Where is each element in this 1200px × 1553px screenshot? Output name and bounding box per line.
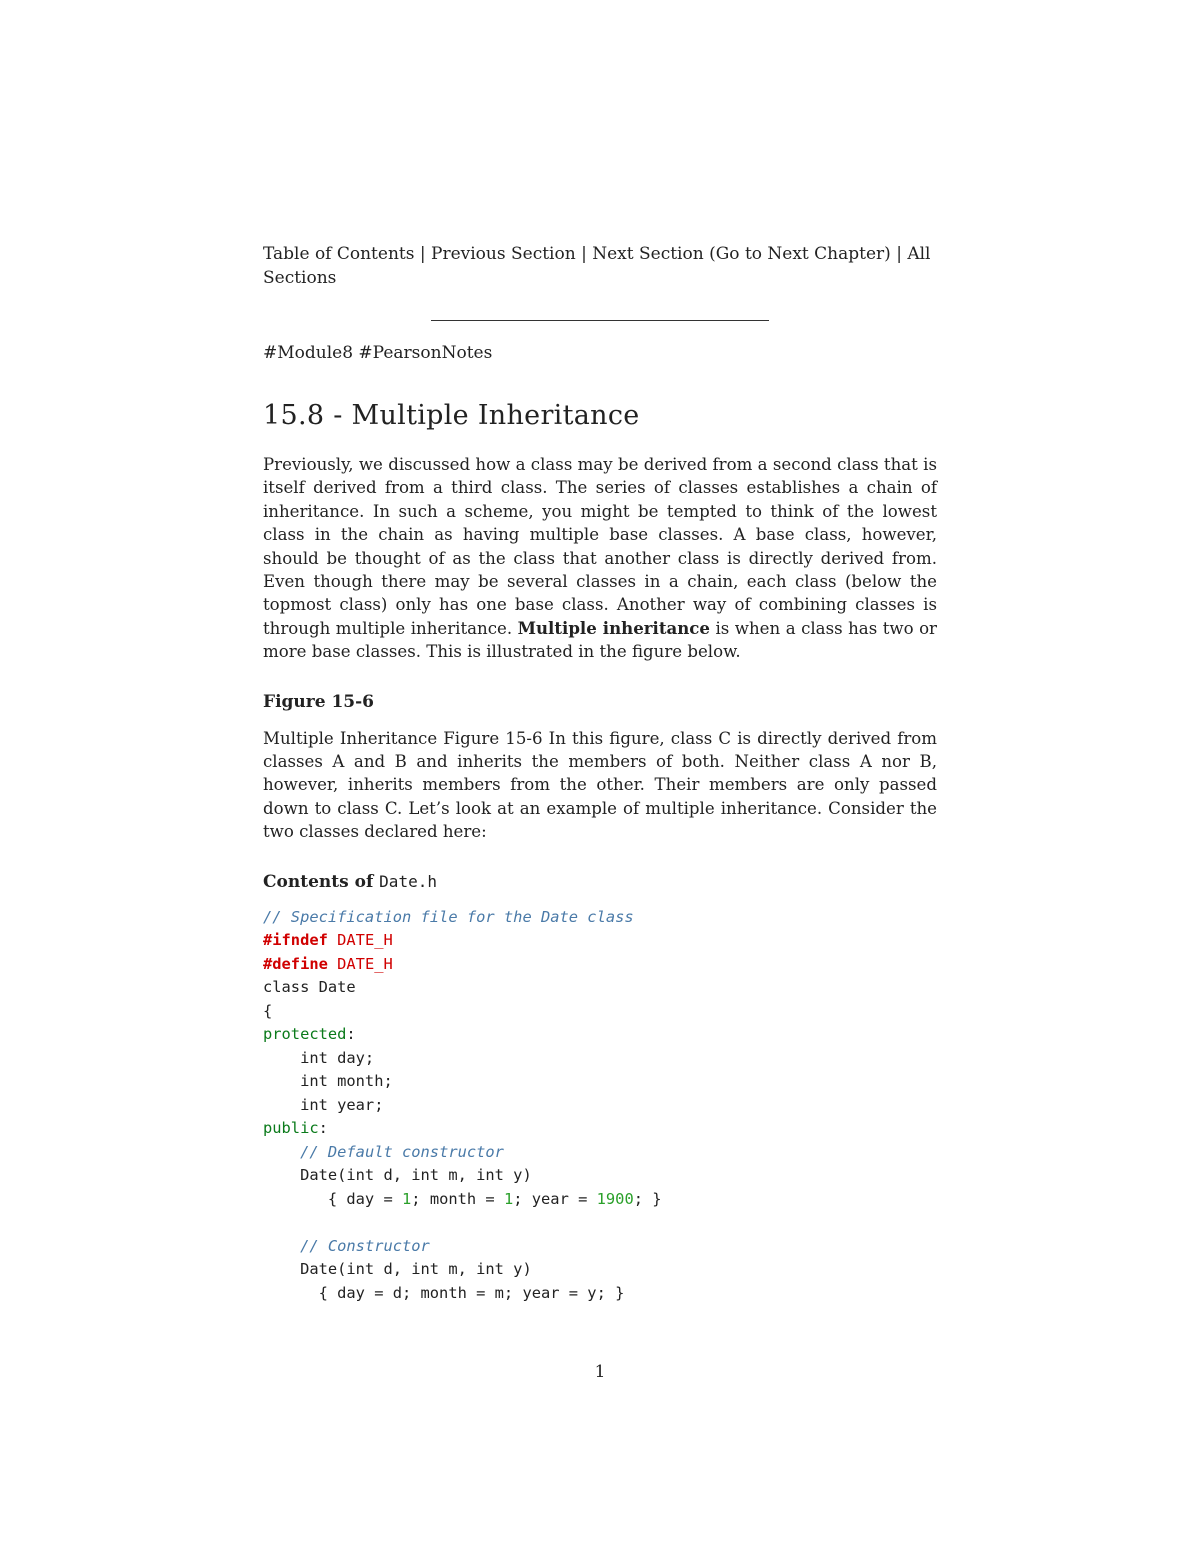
code-line: public:: [263, 1119, 328, 1138]
code-line: int year;: [263, 1095, 384, 1114]
code-comment: // Default constructor: [300, 1142, 504, 1161]
code-line: int month;: [263, 1072, 393, 1091]
contents-filename: Date.h: [379, 871, 437, 891]
contents-heading: [263, 870, 937, 894]
nav-separator: |: [890, 244, 908, 264]
code-preprocessor: #define DATE_H: [263, 954, 393, 973]
intro-bold-term: Multiple inheritance: [517, 617, 710, 638]
next-chapter-link[interactable]: (Go to Next Chapter): [703, 244, 891, 264]
code-line: protected:: [263, 1025, 356, 1044]
page-number: 1: [594, 1362, 606, 1382]
nav-separator: |: [575, 244, 593, 264]
contents-label: Contents of: [263, 871, 380, 892]
code-line: Date(int d, int m, int y): [263, 1260, 532, 1279]
all-sections-link[interactable]: All Sections: [263, 244, 931, 288]
code-line: Date(int d, int m, int y): [263, 1166, 532, 1185]
intro-paragraph: [263, 453, 937, 664]
toc-link[interactable]: Table of Contents: [263, 244, 415, 264]
code-number: 1900: [596, 1189, 634, 1208]
intro-text-2: is when a class has two or more base classes. This is illustrated in the figure below.: [263, 618, 937, 662]
code-number: 1: [503, 1189, 514, 1208]
code-keyword: public: [263, 1119, 319, 1138]
horizontal-rule: [431, 320, 769, 321]
code-line: { day = d; month = m; year = y; }: [263, 1283, 625, 1302]
code-line: int day;: [263, 1048, 375, 1067]
nav-separator: |: [414, 244, 432, 264]
section-navigation: [263, 242, 937, 290]
figure-caption: Multiple Inheritance Figure 15-6 In this figure, class C is directly derived from classes A and B and inherits the members of both. Neither class A nor B, however, inherits members from the other. Their members are only passed down to class C. Let’s look at an example of multiple inheritance. Consider the two classes declared here:: [263, 728, 937, 842]
tags: #Module8 #PearsonNotes: [263, 343, 493, 363]
intro-text-1: Previously, we discussed how a class may be derived from a second class that is itself derived from a third class. The series of classes establishes a chain of inheritance. In such a scheme, you might be tempted to think of the lowest class in the chain as having multiple base classes. A base class, however, should be thought of as the class that another class is directly derived from. Even though there may be several classes in a chain, each class (below the topmost class) only has one base class. Another way of combining classes is through multiple inheritance.: [263, 455, 937, 638]
code-comment: // Specification file for the Date class: [263, 907, 634, 926]
code-comment: // Constructor: [300, 1236, 430, 1255]
code-preprocessor: #ifndef DATE_H: [263, 931, 393, 950]
previous-section-link[interactable]: Previous Section: [431, 244, 576, 264]
next-section-link[interactable]: Next Section: [592, 244, 704, 264]
code-line: class Date: [263, 978, 356, 997]
section-title: 15.8 - Multiple Inheritance: [263, 400, 640, 431]
code-line: { day = 1; month = 1; year = 1900; }: [263, 1189, 662, 1208]
document-page: [263, 242, 937, 1305]
code-keyword: protected: [263, 1025, 347, 1044]
code-line: {: [263, 1001, 273, 1020]
code-number: 1: [402, 1189, 412, 1208]
figure-heading: Figure 15-6: [263, 691, 375, 712]
code-block: [263, 906, 937, 1306]
